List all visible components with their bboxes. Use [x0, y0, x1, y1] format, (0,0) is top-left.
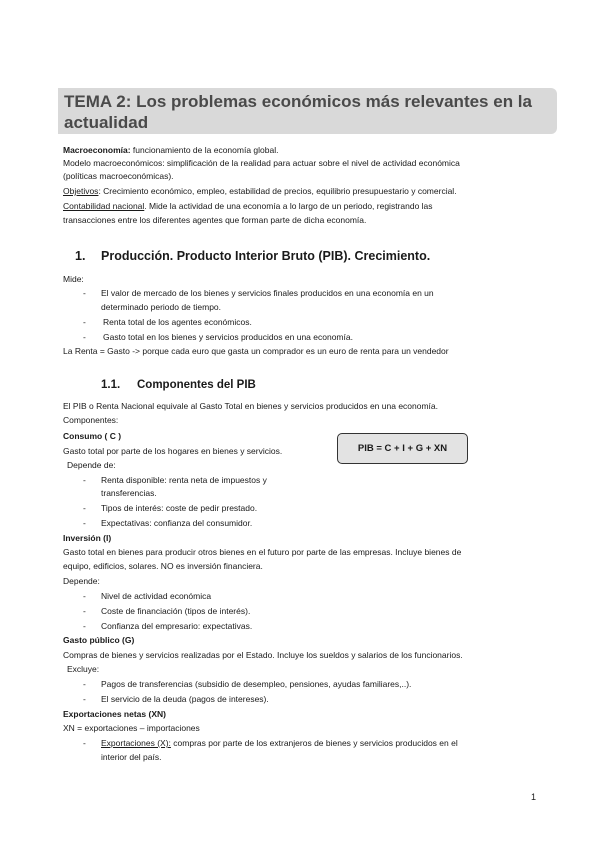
- objetivos-line: [63, 186, 457, 197]
- objetivos-term: Objetivos: [63, 186, 99, 196]
- xn-export-line-2: interior del país.: [101, 752, 162, 762]
- bullet-dash: -: [83, 317, 86, 327]
- consumo-item-1: Renta disponible: renta neta de impuestos y: [101, 475, 267, 485]
- bullet-dash: -: [83, 503, 86, 513]
- inversion-heading-text: Inversión (I): [63, 533, 112, 543]
- renta-line: La Renta = Gasto -> porque cada euro que gasta un comprador es un euro de renta para un vendedor: [63, 346, 449, 356]
- consumo-def: Gasto total por parte de los hogares en bienes y servicios.: [63, 446, 283, 456]
- inversion-def-1: Gasto total en bienes para producir otros bienes en el futuro por parte de las empresas. Incluye bienes de: [63, 547, 462, 557]
- objetivos-def: : Crecimiento económico, empleo, estabilidad de precios, equilibrio presupuestario y comercial.: [98, 186, 457, 196]
- section11-heading: Componentes del PIB: [137, 379, 256, 391]
- bullet-dash: -: [83, 738, 86, 748]
- xn-export-line-1: [101, 738, 458, 749]
- consumo-item-1-cont: transferencias.: [101, 488, 157, 498]
- consumo-item-2: Tipos de interés: coste de pedir prestado.: [101, 503, 258, 513]
- consumo-depende: Depende de:: [67, 460, 116, 470]
- section11-number: 1.1.: [101, 379, 121, 391]
- bullet-dash: -: [83, 606, 86, 616]
- section1-number: 1.: [75, 249, 86, 263]
- contabilidad-line-2: transacciones entre los diferentes agentes que forman parte de dicha economía.: [63, 215, 367, 225]
- modelo-line-2: (políticas macroeconómicas).: [63, 171, 174, 181]
- export-def-1: compras por parte de los extranjeros de bienes y servicios producidos en el: [170, 738, 458, 748]
- bullet-dash: -: [83, 591, 86, 601]
- xn-def: XN = exportaciones – importaciones: [63, 723, 200, 733]
- consumo-item-3: Expectativas: confianza del consumidor.: [101, 518, 253, 528]
- bullet-dash: -: [83, 679, 86, 689]
- gasto-heading: [63, 635, 134, 646]
- inversion-depende: Depende:: [63, 576, 100, 586]
- modelo-line-1: Modelo macroeconómicos: simplificación de la realidad para actuar sobre el nivel de actividad económica: [63, 158, 460, 168]
- gasto-heading-text: Gasto público (G): [63, 635, 135, 645]
- mide-item-3: Gasto total en los bienes y servicios producidos en una economía.: [103, 332, 353, 342]
- bullet-dash: -: [83, 475, 86, 485]
- inversion-item-1: Nivel de actividad económica: [101, 591, 212, 601]
- export-term: Exportaciones (X):: [101, 738, 171, 748]
- macro-line: [63, 145, 278, 156]
- contabilidad-term: Contabilidad nacional: [63, 201, 145, 211]
- macro-term: Macroeconomía:: [63, 145, 131, 155]
- section1-heading: Producción. Producto Interior Bruto (PIB). Crecimiento.: [101, 249, 431, 263]
- componentes-label: Componentes:: [63, 415, 119, 425]
- bullet-dash: -: [83, 332, 86, 342]
- inversion-item-2: Coste de financiación (tipos de interés).: [101, 606, 251, 616]
- mide-item-1-cont: determinado periodo de tiempo.: [101, 302, 222, 312]
- bullet-dash: -: [83, 694, 86, 704]
- gasto-item-1: Pagos de transferencias (subsidio de desempleo, pensiones, ayudas familiares,..).: [101, 679, 412, 689]
- consumo-heading: [63, 431, 121, 442]
- bullet-dash: -: [83, 288, 86, 298]
- gasto-excluye: Excluye:: [67, 664, 100, 674]
- xn-heading-text: Exportaciones netas (XN): [63, 709, 166, 719]
- contabilidad-def-1: . Mide la actividad de una economía a lo largo de un periodo, registrando las: [144, 201, 433, 211]
- mide-item-1: El valor de mercado de los bienes y servicios finales producidos en una economía en un: [101, 288, 434, 298]
- xn-heading: [63, 709, 166, 720]
- mide-label: Mide:: [63, 274, 84, 284]
- gasto-item-2: El servicio de la deuda (pagos de intereses).: [101, 694, 269, 704]
- bullet-dash: -: [83, 518, 86, 528]
- macro-def: funcionamiento de la economía global.: [130, 145, 279, 155]
- pib-intro: El PIB o Renta Nacional equivale al Gasto Total en bienes y servicios producidos en una economía.: [63, 401, 439, 411]
- inversion-def-2: equipo, edificios, solares. NO es inversión financiera.: [63, 561, 263, 571]
- pib-formula-box: [337, 433, 468, 464]
- consumo-heading-text: Consumo ( C ): [63, 431, 122, 441]
- inversion-item-3: Confianza del empresario: expectativas.: [101, 621, 253, 631]
- pib-formula: PIB = C + I + G + XN: [357, 443, 448, 454]
- bullet-dash: -: [83, 621, 86, 631]
- inversion-heading: [63, 533, 111, 544]
- gasto-def: Compras de bienes y servicios realizadas por el Estado. Incluye los sueldos y salarios de los funcionarios.: [63, 650, 463, 660]
- page-title: TEMA 2: Los problemas económicos más relevantes en la actualidad: [64, 92, 532, 132]
- page-number: 1: [531, 792, 537, 802]
- contabilidad-line-1: [63, 201, 433, 212]
- mide-item-2: Renta total de los agentes económicos.: [103, 317, 252, 327]
